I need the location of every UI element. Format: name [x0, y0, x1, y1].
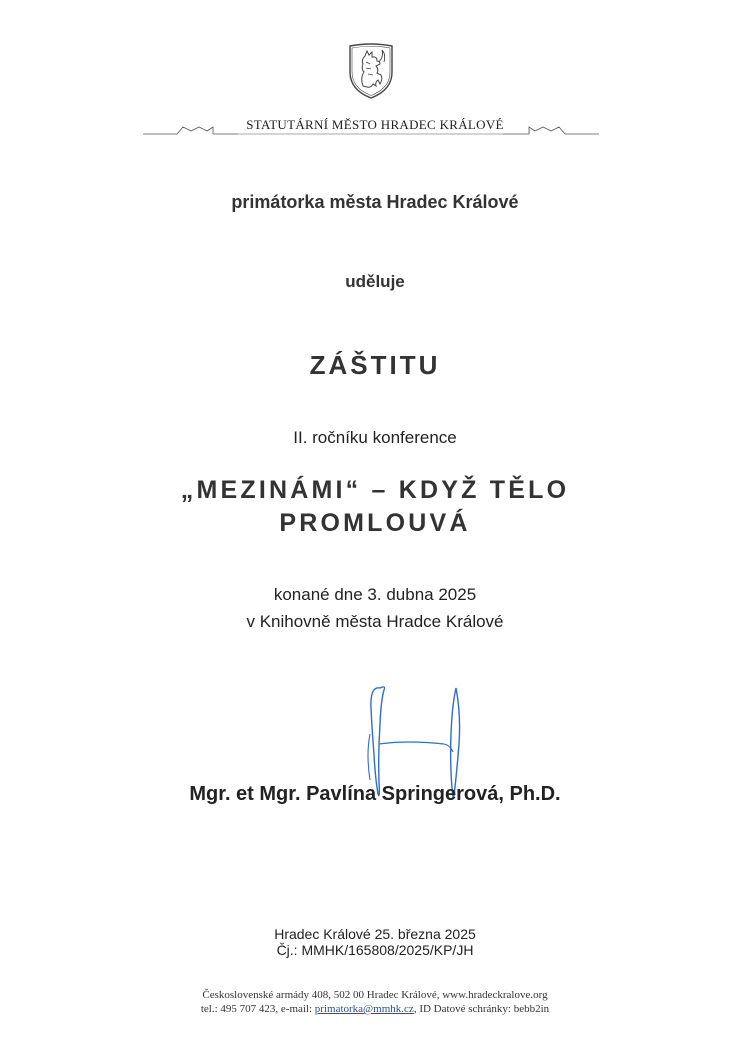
reference-number: Čj.: MMHK/165808/2025/KP/JH	[276, 942, 474, 958]
event-name-line-1: „MEZINÁMI“ – KDYŽ TĚLO	[180, 476, 570, 504]
event-venue: v Knihovně města Hradce Králové	[246, 612, 504, 631]
footer-address: Československé armády 408, 502 00 Hradec Králové, www.hradeckralove.org	[202, 989, 548, 1001]
grant-verb: uděluje	[345, 272, 405, 291]
event-name-line-2: PROMLOUVÁ	[279, 509, 471, 537]
place-date: Hradec Králové 25. března 2025	[274, 926, 476, 942]
footer-contact-prefix: tel.: 495 707 423, e-mail:	[200, 1003, 315, 1015]
document-title: ZÁŠTITU	[309, 350, 441, 380]
footer-email-link[interactable]: primatorka@mmhk.cz	[314, 1003, 414, 1015]
footer-contact	[0, 1002, 750, 1016]
city-name: STATUTÁRNÍ MĚSTO HRADEC KRÁLOVÉ	[246, 117, 504, 132]
grantor-line: primátorka města Hradec Králové	[231, 192, 519, 212]
place-and-reference	[0, 926, 750, 958]
event-name	[0, 474, 750, 540]
footer	[0, 988, 750, 1016]
footer-contact-suffix: , ID Datové schránky: bebb2in	[413, 1003, 550, 1015]
signer-name: Mgr. et Mgr. Pavlína Springerová, Ph.D.	[189, 783, 561, 805]
event-date: konané dne 3. dubna 2025	[273, 585, 477, 604]
event-details	[0, 581, 750, 635]
event-intro: II. ročníku konference	[293, 428, 457, 447]
lion-coat-of-arms-icon	[346, 42, 396, 100]
